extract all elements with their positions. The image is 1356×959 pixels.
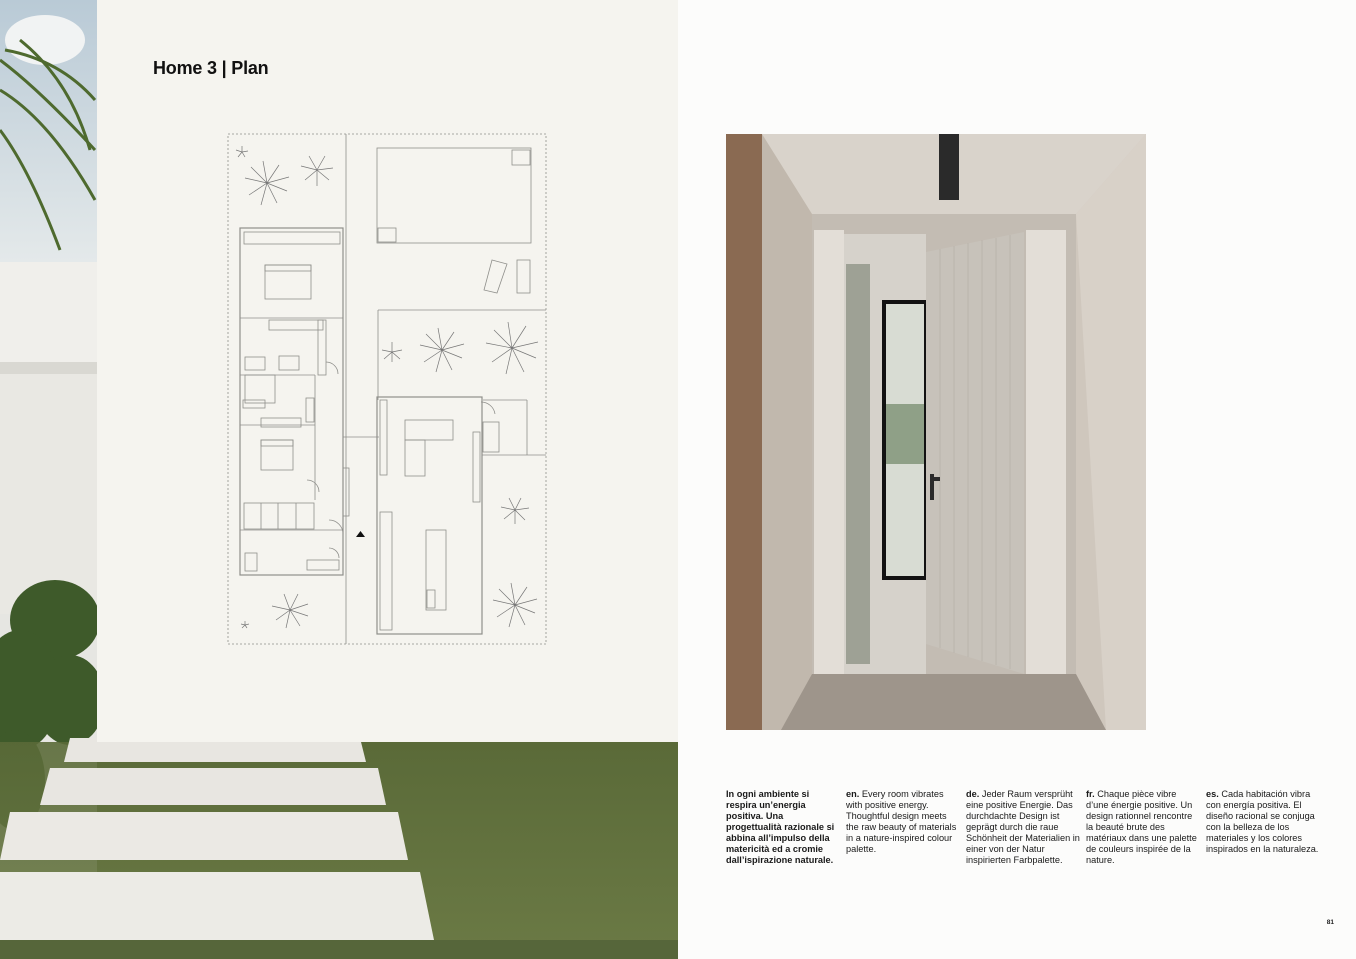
lang-tag-fr: fr. [1086, 789, 1095, 799]
floor-plan-drawing [97, 0, 678, 742]
lang-tag-es: es. [1206, 789, 1219, 799]
text-column-de [966, 789, 1086, 866]
text-es: Cada habitación vibra con energía positiva. El diseño racional se conjuga con la belleza de los materiales y los colores inspirados en la naturaleza. [1206, 789, 1319, 854]
text-column-fr [1086, 789, 1206, 866]
lang-tag-en: en. [846, 789, 860, 799]
text-column-it [726, 789, 846, 866]
right-page [678, 0, 1356, 959]
text-de: Jeder Raum versprüht eine positive Energie. Das durchdachte Design ist geprägt durch die raue Schönheit der Materialien in einer von der Natur inspirierten Farbpalette. [966, 789, 1080, 865]
text-en: Every room vibrates with positive energy. Thoughtful design meets the raw beauty of materials in a nature-inspired colour palette. [846, 789, 957, 854]
door-photo [726, 134, 1146, 730]
multilingual-text [726, 789, 1326, 866]
lang-tag-de: de. [966, 789, 980, 799]
plan-panel [97, 0, 678, 742]
text-it: In ogni ambiente si respira un’energia positiva. Una progettualità razionale si abbina all’impulso della matericità ed a cromie dall’ispirazione naturale. [726, 789, 835, 865]
text-fr: Chaque pièce vibre d’une énergie positive. Un design rationnel rencontre la beauté brute des matériaux dans une palette de couleurs inspirée de la nature. [1086, 789, 1197, 865]
text-column-es [1206, 789, 1326, 866]
page-number: 81 [1326, 919, 1334, 926]
page-title: Home 3 | Plan [153, 58, 269, 78]
text-column-en [846, 789, 966, 866]
